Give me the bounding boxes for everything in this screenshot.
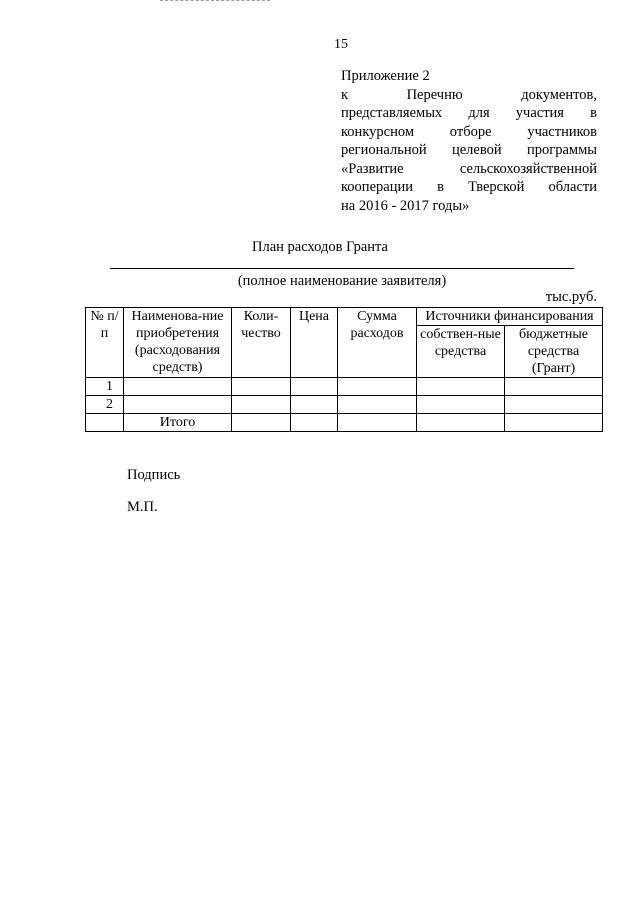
- applicant-caption: (полное наименование заявителя): [237, 273, 447, 289]
- total-price: [291, 414, 338, 432]
- cell-own: [417, 378, 505, 396]
- grant-expense-table: [85, 307, 603, 432]
- units-label: тыс.руб.: [545, 289, 597, 305]
- cell-sum: [338, 378, 417, 396]
- appendix-line: региональной целевой программы: [341, 142, 597, 158]
- appendix-line: конкурсном отборе участников: [341, 123, 597, 140]
- appendix-line: к Перечню документов,: [341, 86, 597, 103]
- row-number: 2: [86, 396, 124, 414]
- cell-sum: [338, 396, 417, 414]
- cell-qty: [232, 378, 291, 396]
- applicant-name-line: [110, 268, 574, 269]
- total-sum: [338, 414, 417, 432]
- cell-budget: [505, 378, 603, 396]
- header-own-funds: собствен-ные средства: [417, 326, 505, 378]
- total-label: Итого: [124, 414, 232, 432]
- cell-name: [124, 378, 232, 396]
- appendix-line: представляемых для участия в: [341, 105, 597, 121]
- cell-qty: [232, 396, 291, 414]
- cell-name: [124, 396, 232, 414]
- total-own: [417, 414, 505, 432]
- table-total-row: [86, 414, 603, 432]
- appendix-line: Приложение 2: [341, 68, 430, 84]
- document-title: План расходов Гранта: [252, 239, 388, 255]
- row-number: 1: [86, 378, 124, 396]
- total-qty: [232, 414, 291, 432]
- header-name: Наименова-ние приобретения (расходования средств): [124, 308, 232, 378]
- appendix-line: на 2016 - 2017 годы»: [341, 197, 470, 214]
- table-row: [86, 378, 603, 396]
- header-num: № п/п: [86, 308, 124, 378]
- stamp-label: М.П.: [127, 499, 158, 515]
- cell-own: [417, 396, 505, 414]
- header-sum: Сумма расходов: [338, 308, 417, 378]
- cell-price: [291, 396, 338, 414]
- appendix-line: «Развитие сельскохозяйственной: [341, 160, 597, 177]
- cell-budget: [505, 396, 603, 414]
- appendix-line: кооперации в Тверской области: [341, 179, 597, 195]
- appendix-block: [341, 67, 597, 215]
- table-row: [86, 396, 603, 414]
- signature-label: Подпись: [127, 467, 181, 483]
- page-number: 15: [334, 37, 348, 52]
- scan-artifact-line: [160, 0, 270, 3]
- total-num-cell: [86, 414, 124, 432]
- header-sources: Источники финансирования: [417, 308, 603, 326]
- header-price: Цена: [291, 308, 338, 378]
- cell-price: [291, 378, 338, 396]
- header-budget-funds: бюджетные средства (Грант): [505, 326, 603, 378]
- total-budget: [505, 414, 603, 432]
- header-qty: Коли-чество: [232, 308, 291, 378]
